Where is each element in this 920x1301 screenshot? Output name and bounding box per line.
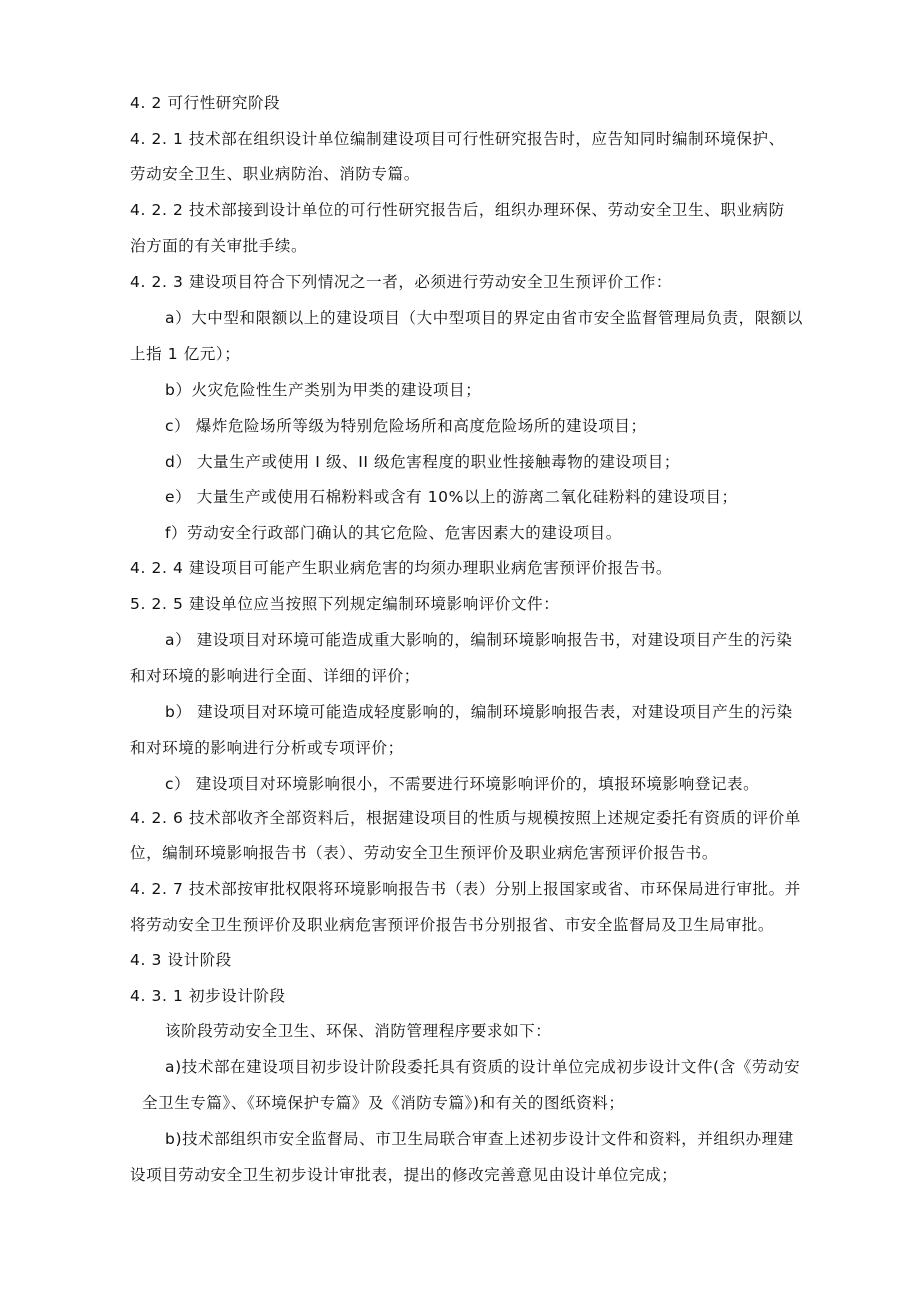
list-item-line: e） 大量生产或使用石棉粉料或含有 10%以上的游离二氧化硅粉料的建设项目；	[165, 488, 738, 506]
paragraph-line: 该阶段劳动安全卫生、环保、消防管理程序要求如下：	[165, 1022, 552, 1040]
list-item-line: b)技术部组织市安全监督局、市卫生局联合审查上述初步设计文件和资料，并组织办理建	[165, 1130, 794, 1148]
list-item-line: 和对环境的影响进行全面、详细的评价；	[130, 667, 420, 685]
paragraph-line: 位，编制环境影响报告书（表）、劳动安全卫生预评价及职业病危害预评价报告书。	[130, 844, 718, 862]
list-item-line: 和对环境的影响进行分析或专项评价；	[130, 739, 404, 757]
list-item-line: a） 建设项目对环境可能造成重大影响的，编制环境影响报告书，对建设项目产生的污染	[165, 631, 793, 649]
list-item-line: c） 建设项目对环境影响很小，不需要进行环境影响评价的，填报环境影响登记表。	[165, 775, 760, 793]
section-heading-4-2: 4. 2 可行性研究阶段	[130, 94, 281, 112]
list-item-line: a）大中型和限额以上的建设项目（大中型项目的界定由省市安全监督管理局负责，限额以	[165, 309, 804, 327]
paragraph-line: 4. 2. 4 建设项目可能产生职业病危害的均须办理职业病危害预评价报告书。	[130, 559, 673, 577]
list-item-line: c） 爆炸危险场所等级为特别危险场所和高度危险场所的建设项目；	[165, 417, 647, 435]
list-item-line: a)技术部在建设项目初步设计阶段委托具有资质的设计单位完成初步设计文件(含《劳动安	[165, 1058, 801, 1076]
paragraph-line: 治方面的有关审批手续。	[130, 237, 308, 255]
list-item-line: 全卫生专篇》、《环境保护专篇》及《消防专篇》)和有关的图纸资料；	[142, 1094, 625, 1112]
list-item-line: 上指 1 亿元）；	[130, 345, 241, 363]
list-item-line: f）劳动安全行政部门确认的其它危险、危害因素大的建设项目。	[165, 524, 622, 542]
list-item-line: d） 大量生产或使用 I 级、II 级危害程度的职业性接触毒物的建设项目；	[165, 453, 680, 471]
section-heading-4-3: 4. 3 设计阶段	[130, 951, 232, 969]
subsection-heading-4-3-1: 4. 3. 1 初步设计阶段	[130, 987, 286, 1005]
paragraph-line: 4. 2. 1 技术部在组织设计单位编制建设项目可行性研究报告时，应告知同时编制环境保护、	[130, 130, 785, 148]
paragraph-line: 4. 2. 7 技术部按审批权限将环境影响报告书（表）分别上报国家或省、市环保局进行审批。并	[130, 880, 801, 898]
paragraph-line: 5. 2. 5 建设单位应当按照下列规定编制环境影响评价文件：	[130, 595, 560, 613]
paragraph-line: 4. 2. 3 建设项目符合下列情况之一者，必须进行劳动安全卫生预评价工作：	[130, 273, 673, 291]
paragraph-line: 劳动安全卫生、职业病防治、消防专篇。	[130, 165, 420, 183]
paragraph-line: 将劳动安全卫生预评价及职业病危害预评价报告书分别报省、市安全监督局及卫生局审批。	[130, 916, 775, 934]
list-item-line: b） 建设项目对环境可能造成轻度影响的，编制环境影响报告表，对建设项目产生的污染	[165, 703, 793, 721]
list-item-line: b）火灾危险性生产类别为甲类的建设项目；	[165, 381, 482, 399]
list-item-line: 设项目劳动安全卫生初步设计审批表，提出的修改完善意见由设计单位完成；	[130, 1166, 678, 1184]
paragraph-line: 4. 2. 2 技术部接到设计单位的可行性研究报告后，组织办理环保、劳动安全卫生、职业病防	[130, 201, 785, 219]
paragraph-line: 4. 2. 6 技术部收齐全部资料后，根据建设项目的性质与规模按照上述规定委托有资质的评价单	[130, 809, 801, 827]
